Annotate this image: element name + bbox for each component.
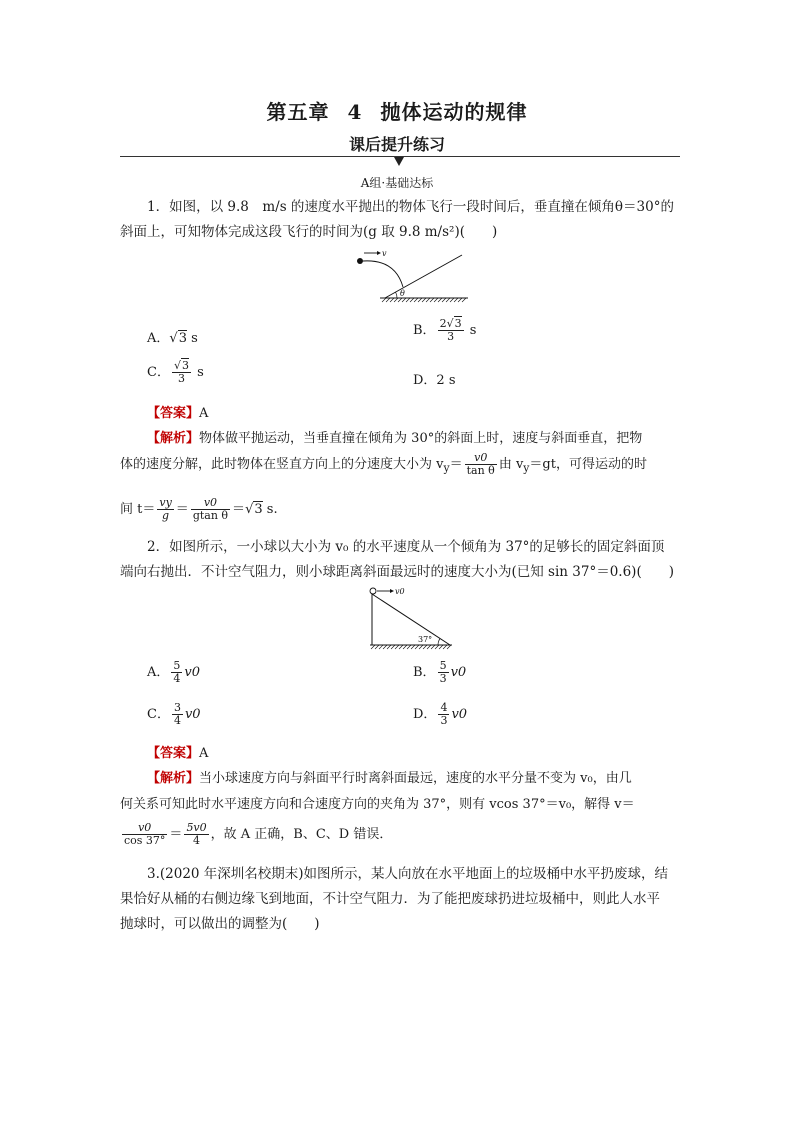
- text: 间 t＝: [120, 502, 156, 517]
- q1-option-b[interactable]: [413, 318, 476, 343]
- answer-tag: 答案: [160, 746, 187, 761]
- denominator: 3: [177, 372, 185, 385]
- incline-line: [372, 594, 450, 645]
- text: ＝: [449, 457, 463, 472]
- q1-option-a[interactable]: A．√3 s: [147, 331, 198, 346]
- q3-stem-line2: 果恰好从桶的右侧边缘飞到地面，不计空气阻力．为了能把废球扔进垃圾桶中，则此人水平: [120, 891, 660, 907]
- denominator: 3: [440, 714, 448, 727]
- denominator: cos 37°: [124, 834, 166, 847]
- option-label: A．: [147, 665, 170, 680]
- numerator: v0: [191, 497, 230, 510]
- numerator: v0: [122, 822, 167, 835]
- q1-stem-text: 1．如图，以 9.8 m/s 的速度水平抛出的物体飞行一段时间后，垂直撞在倾角: [147, 199, 615, 215]
- denominator: 4: [173, 714, 181, 727]
- text: 体的速度分解，此时物体在竖直方向上的分速度大小为 v: [120, 457, 444, 472]
- fraction: [191, 497, 230, 522]
- incline-line: [385, 255, 462, 298]
- denominator: 3: [447, 330, 455, 343]
- text: ＝: [232, 502, 246, 517]
- fraction: [465, 452, 497, 477]
- subscript: y: [443, 461, 450, 475]
- text: ＝: [175, 502, 189, 517]
- explanation-text: 当小球速度方向与斜面平行时离斜面最远，速度的水平分量不变为 v₀，由几: [199, 771, 632, 786]
- q1-option-d[interactable]: D．2 s: [413, 373, 456, 388]
- q1-stem-line1: [147, 195, 674, 219]
- q2-answer: 【答案】A: [147, 746, 209, 761]
- denominator: g: [162, 509, 170, 522]
- q2-explanation-line3: [120, 822, 392, 847]
- denominator: 3: [439, 672, 447, 685]
- fraction: [172, 702, 183, 727]
- q2-option-d[interactable]: [413, 702, 467, 727]
- numerator: 5: [439, 659, 447, 672]
- answer-value: A: [199, 406, 209, 421]
- q2-v-label: v0: [395, 587, 405, 596]
- q2-stem-line2: 端向右抛出．不计空气阻力，则小球距离斜面最远时的速度大小为(已知 sin 37°＝0.6)( ): [120, 564, 674, 580]
- q1-figure: [350, 245, 475, 305]
- option-label: C．: [147, 707, 170, 722]
- q1-explanation-line3: 间 t＝ $\frac{vy}{g}$ ＝ $\frac{v0}{\text{gtan θ}}$ ＝√3 s.: [120, 496, 278, 522]
- fraction: $\frac{√3}{3}$: [173, 359, 189, 385]
- q2-stem-line1: 2．如图所示，一小球以大小为 v₀ 的水平速度从一个倾角为 37°的足够长的固定斜面顶: [147, 539, 665, 555]
- q1-stem-tail: θ＝30°的: [614, 199, 674, 215]
- q2-option-b[interactable]: [413, 660, 466, 685]
- option-label: A．: [147, 331, 170, 346]
- q1-explanation-line2: [120, 452, 647, 481]
- denominator: 4: [173, 672, 181, 685]
- denominator: gtan θ: [192, 509, 229, 522]
- option-label: C．: [147, 365, 170, 380]
- q2-explanation-line1: 【解析】当小球速度方向与斜面平行时离斜面最远，速度的水平分量不变为 v₀，由几: [147, 771, 632, 786]
- numerator: v0: [465, 452, 497, 465]
- q3-stem-line3: 抛球时，可以做出的调整为( ): [120, 916, 320, 932]
- option-label: B．: [413, 323, 436, 338]
- q2-option-c[interactable]: [147, 702, 201, 727]
- text: 由 v: [498, 457, 524, 472]
- text: ，故 A 正确，B、C、D 错误．: [210, 827, 393, 842]
- fraction: [122, 822, 167, 847]
- numerator: 3: [173, 701, 181, 714]
- triangle-marker-icon: [394, 157, 404, 166]
- section-title: 抛体运动的规律: [380, 100, 528, 124]
- q2-option-a[interactable]: [147, 660, 200, 685]
- explanation-tag: 解析: [160, 771, 187, 786]
- text: ＝: [169, 827, 183, 842]
- fraction: [438, 702, 449, 727]
- ball-icon: [370, 588, 376, 594]
- unit: s: [197, 365, 204, 380]
- q1-explanation-line1: 【解析】物体做平抛运动，当垂直撞在倾角为 30°的斜面上时，速度与斜面垂直，把物: [147, 431, 643, 446]
- text: s.: [266, 502, 278, 517]
- coef: 2: [439, 317, 447, 330]
- sqrt-value: 3: [254, 502, 263, 517]
- explanation-text: 物体做平抛运动，当垂直撞在倾角为 30°的斜面上时，速度与斜面垂直，把物: [199, 431, 643, 446]
- chapter-label: 第五章: [266, 100, 330, 124]
- q1-stem-line2: 斜面上，可知物体完成这段飞行的时间为(g 取 9.8 m/s²)( ): [120, 224, 498, 240]
- numerator: vy: [159, 496, 172, 509]
- page-title: [0, 96, 794, 125]
- numerator: 5: [173, 659, 181, 672]
- q1-answer: 【答案】A: [147, 406, 209, 421]
- q3-stem-line1: 3.(2020 年深圳名校期末)如图所示，某人向放在水平地面上的垃圾桶中水平扔废球，结: [147, 866, 669, 882]
- fraction: [171, 660, 182, 685]
- q1-v-label: v: [382, 249, 387, 258]
- denominator: 4: [193, 834, 201, 847]
- fraction: [438, 660, 449, 685]
- q2-explanation-line2: 何关系可知此时水平速度方向和合速度方向的夹角为 37°，则有 vcos 37°＝v₀，解得 v＝: [120, 797, 635, 812]
- q2-figure: [366, 585, 456, 653]
- unit: s: [469, 323, 477, 338]
- option-label: D．: [413, 707, 437, 722]
- subscript: y: [523, 461, 530, 475]
- numerator: 4: [440, 701, 448, 714]
- sqrt-value: 3: [181, 359, 189, 372]
- variable: v0: [184, 665, 201, 680]
- sqrt-value: 3: [454, 317, 462, 330]
- sqrt-value: 3: [178, 331, 187, 346]
- explanation-tag: 解析: [160, 431, 187, 446]
- q1-option-c[interactable]: [147, 360, 204, 385]
- text: ＝gt，可得运动的时: [529, 457, 647, 472]
- answer-value: A: [199, 746, 209, 761]
- ground-hatching: [371, 645, 451, 649]
- denominator: tan θ: [466, 464, 495, 477]
- q2-angle-label: 37°: [418, 635, 433, 644]
- group-heading: A组·基础达标: [360, 176, 434, 190]
- page-subtitle: 课后提升练习: [348, 135, 445, 154]
- section-number: 4: [347, 100, 363, 124]
- variable: v0: [450, 665, 467, 680]
- fraction: $\frac{2√3}{3}$: [439, 317, 462, 343]
- q1-angle-label: θ: [400, 289, 405, 298]
- unit: s: [191, 331, 198, 346]
- answer-tag: 答案: [160, 406, 187, 421]
- ground-hatching: [382, 298, 466, 302]
- ball-icon: [357, 258, 363, 264]
- variable: v0: [184, 707, 201, 722]
- trajectory-curve: [363, 261, 403, 287]
- fraction: [184, 822, 208, 847]
- variable: v0: [451, 707, 468, 722]
- option-label: B．: [413, 665, 436, 680]
- fraction: [157, 497, 173, 522]
- numerator: 5v0: [186, 821, 207, 834]
